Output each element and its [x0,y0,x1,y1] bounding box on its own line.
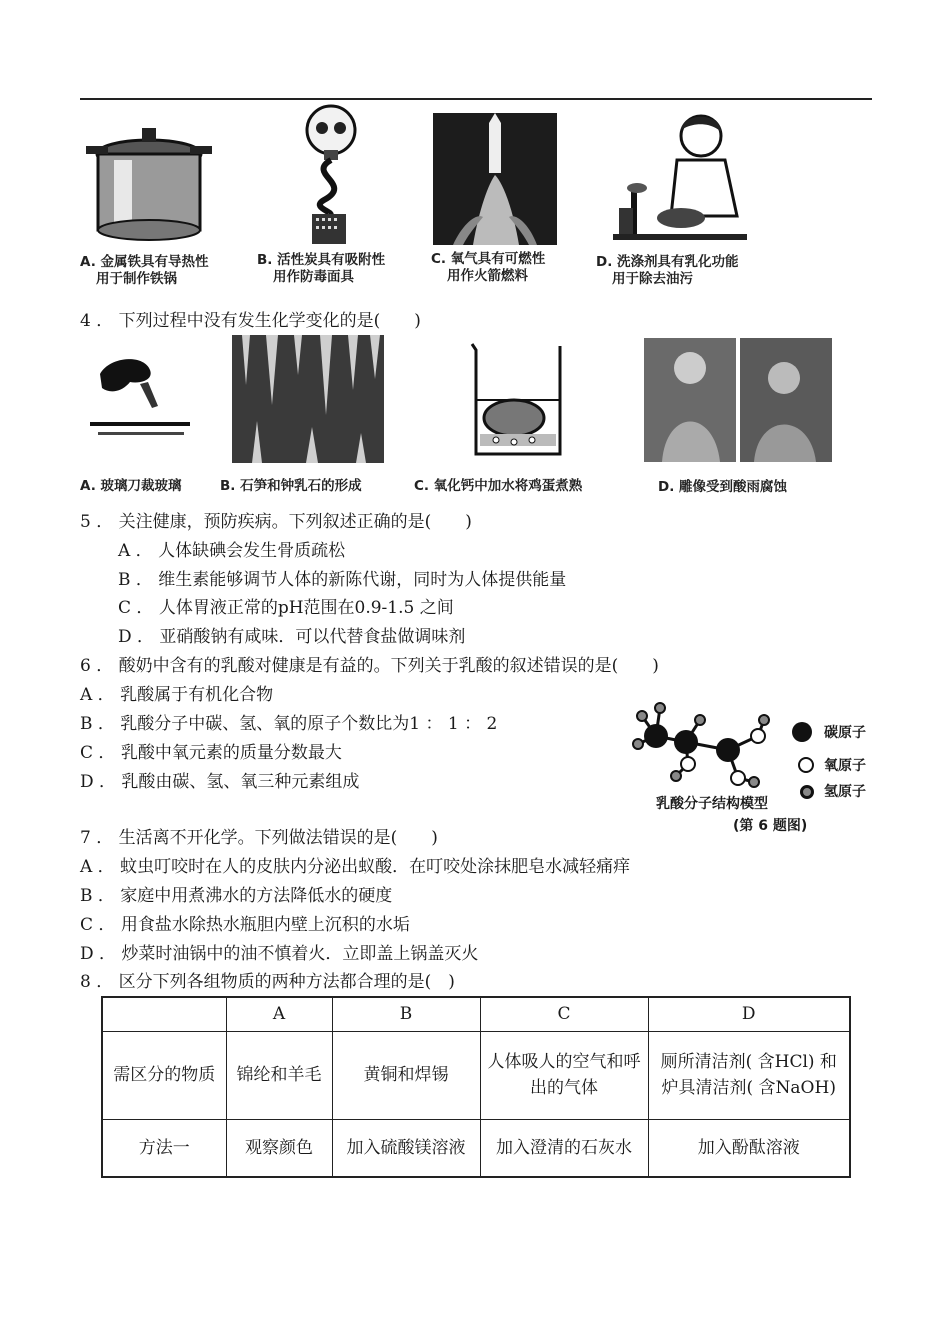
rocket-launch-image [433,113,557,245]
q5-stem: 5 ． 关注健康，预防疾病。下列叙述正确的是( ) [80,512,472,532]
table-cell: 加入澄清的石灰水 [480,1119,648,1177]
table-row [102,1119,850,1177]
q4-caption-b: B. 石笋和钟乳石的形成 [220,478,362,494]
table-header-cell [102,997,226,1031]
q8-stem: 8 ． 区分下列各组物质的两种方法都合理的是( ) [80,972,455,992]
gas-mask-image [296,104,366,246]
pressure-cooker-image [84,114,214,244]
q7-option-c: C ． 用食盐水除热水瓶胆内壁上沉积的水垢 [80,915,410,935]
q6-option-b: B ． 乳酸分子中碳、氢、氧的原子个数比为1 ： 1 ： 2 [80,714,498,734]
boy-washing-dishes-image [613,108,747,248]
legend-carbon-dot [792,722,812,742]
legend-carbon-label: 碳原子 [824,725,866,741]
q3-caption-d: D. 洗涤剂具有乳化功能 用于除去油污 [596,254,739,287]
table-cell: 锦纶和羊毛 [226,1031,332,1119]
table-cell: 黄铜和焊锡 [332,1031,480,1119]
corroded-statues-image [644,338,832,462]
figure-title: 乳酸分子结构模型 [656,796,768,812]
q5-option-c: C ． 人体胃液正常的pH范围在0.9-1.5 之间 [118,598,454,618]
stalactite-cave-image [232,335,384,463]
q4-caption-c: C. 氧化钙中加水将鸡蛋煮熟 [414,478,583,494]
beaker-egg-image [468,340,568,460]
table-cell: 方法一 [102,1119,226,1177]
table-cell: 需区分的物质 [102,1031,226,1119]
comparison-table [101,996,851,1178]
figure-caption: (第 6 题图) [733,818,808,834]
q3-caption-c: C. 氧气具有可燃性 用作火箭燃料 [431,251,546,284]
q4-caption-d: D. 雕像受到酸雨腐蚀 [658,479,788,495]
legend-hydrogen-dot [800,785,814,799]
table-cell: 厕所清洁剂( 含HCl) 和炉具清洁剂( 含NaOH) [648,1031,850,1119]
table-row [102,1031,850,1119]
lactic-acid-model-image [628,690,798,800]
q4-caption-a: A. 玻璃刀裁玻璃 [80,478,182,494]
q6-option-d: D ． 乳酸由碳、氢、氧三种元素组成 [80,772,360,792]
table-header-cell: A [226,997,332,1031]
table-header-cell: B [332,997,480,1031]
table-cell: 观察颜色 [226,1119,332,1177]
table-cell: 加入酚酞溶液 [648,1119,850,1177]
legend-hydrogen-label: 氢原子 [824,784,866,800]
top-rule [80,98,872,100]
table-header-row [102,997,850,1031]
table-header-cell: D [648,997,850,1031]
table-header-cell: C [480,997,648,1031]
q3-caption-a: A. 金属铁具有导热性 用于制作铁锅 [80,254,209,287]
q5-option-b: B ． 维生素能够调节人体的新陈代谢，同时为人体提供能量 [118,570,567,590]
q5-option-a: A ． 人体缺碘会发生骨质疏松 [118,541,346,561]
q7-option-a: A ． 蚊虫叮咬时在人的皮肤内分泌出蚁酸．在叮咬处涂抹肥皂水减轻痛痒 [80,857,631,877]
table-cell: 加入硫酸镁溶液 [332,1119,480,1177]
glass-cutter-image [82,348,194,440]
q6-option-a: A ． 乳酸属于有机化合物 [80,685,274,705]
q7-stem: 7 ． 生活离不开化学。下列做法错误的是( ) [80,828,438,848]
q7-option-d: D ． 炒菜时油锅中的油不慎着火．立即盖上锅盖灭火 [80,944,479,964]
legend-oxygen-label: 氧原子 [824,758,866,774]
q3-caption-b: B. 活性炭具有吸附性 用作防毒面具 [257,252,386,285]
q5-option-d: D ． 亚硝酸钠有咸味．可以代替食盐做调味剂 [118,627,466,647]
q4-stem: 4 ． 下列过程中没有发生化学变化的是( ) [80,311,421,331]
q7-option-b: B ． 家庭中用煮沸水的方法降低水的硬度 [80,886,393,906]
table-cell: 人体吸人的空气和呼出的气体 [480,1031,648,1119]
q6-option-c: C ． 乳酸中氧元素的质量分数最大 [80,743,342,763]
q6-stem: 6 ． 酸奶中含有的乳酸对健康是有益的。下列关于乳酸的叙述错误的是( ) [80,656,659,676]
legend-oxygen-dot [798,757,814,773]
